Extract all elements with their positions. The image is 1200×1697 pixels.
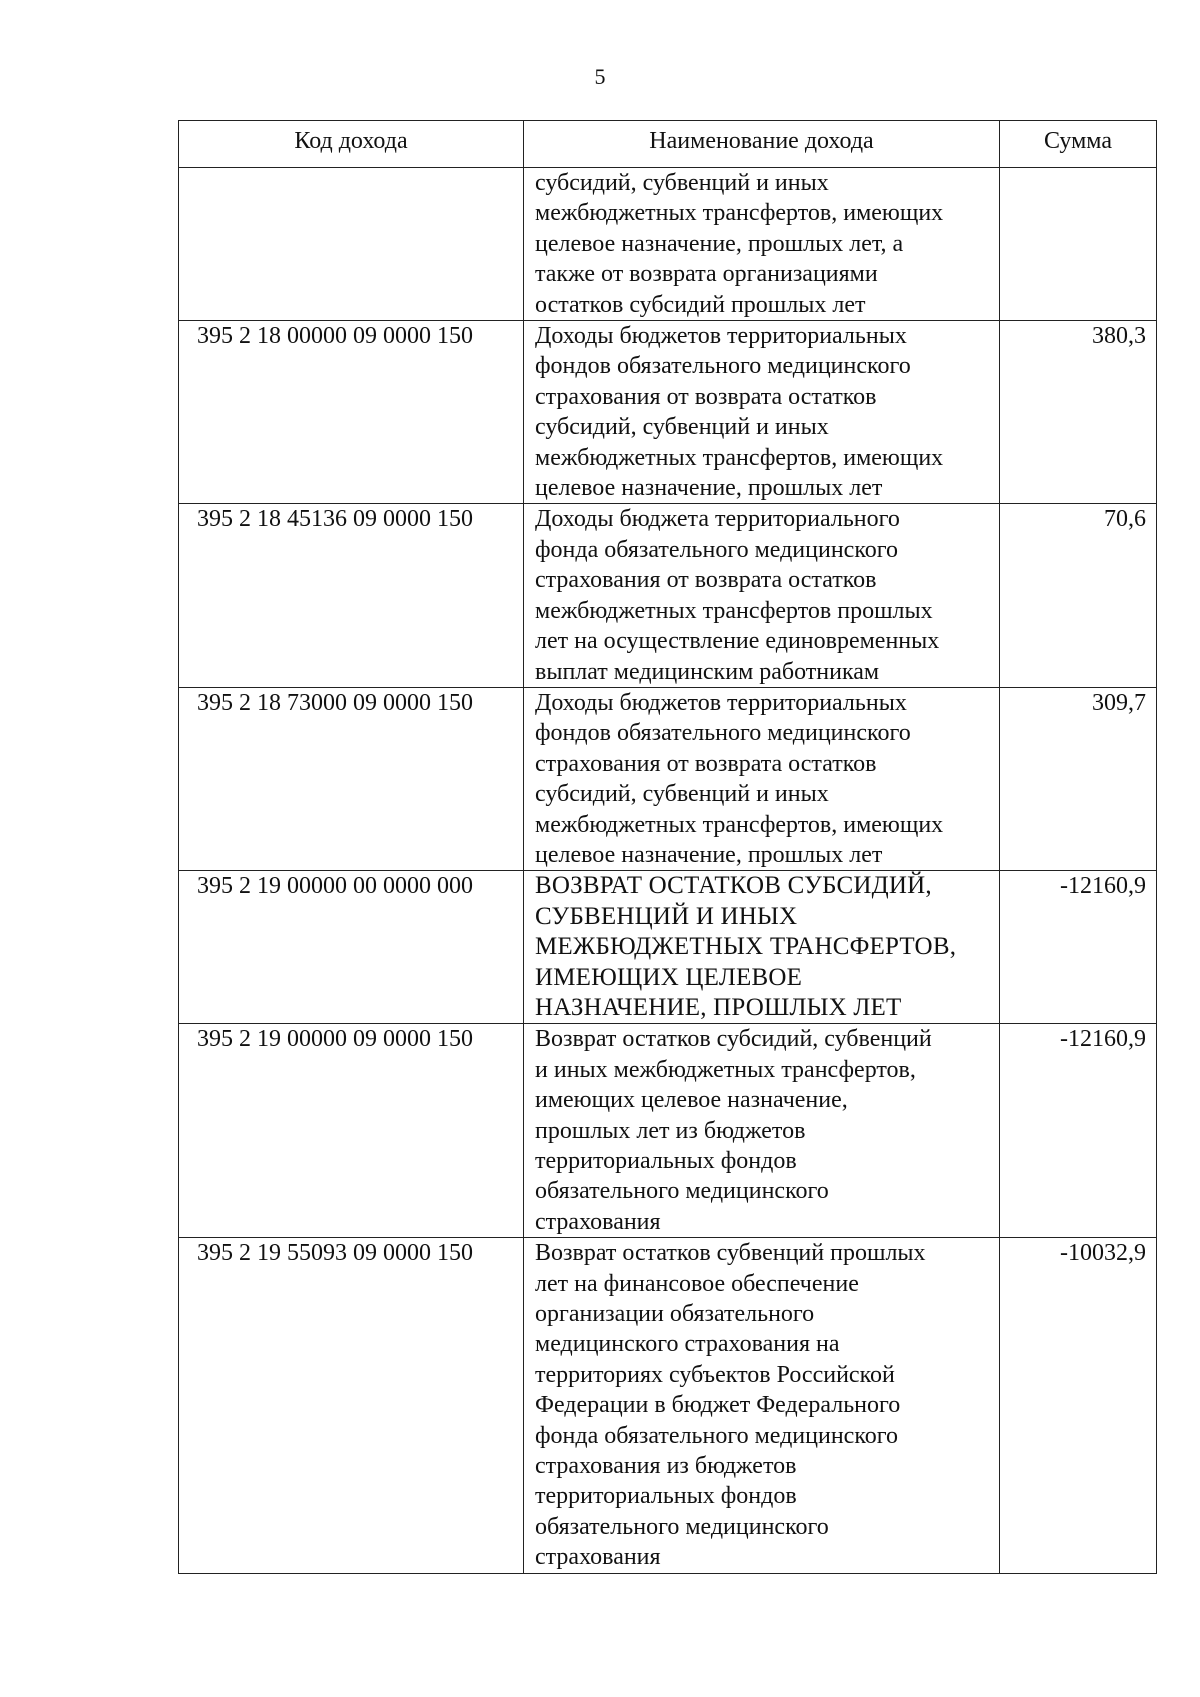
income-name-line: субсидий, субвенций и иных <box>535 414 829 441</box>
income-name-line: страхования из бюджетов <box>535 1453 797 1480</box>
table-header-row <box>179 121 1157 168</box>
income-name-line: фондов обязательного медицинского <box>535 353 911 380</box>
income-name-line: фонда обязательного медицинского <box>535 1422 899 1449</box>
income-name-line: медицинского страхования на <box>535 1331 840 1358</box>
income-name-line: также от возврата организациями <box>535 261 878 288</box>
income-name-line: страхования от возврата остатков <box>535 383 877 410</box>
income-name-line: лет на финансовое обеспечение <box>535 1270 859 1297</box>
income-sum-cell: 380,3 <box>1000 321 1157 504</box>
income-code-cell: 395 2 19 00000 00 0000 000 <box>179 871 524 1024</box>
income-name-line: организации обязательного <box>535 1301 815 1328</box>
income-table <box>178 120 1157 1574</box>
table-row <box>179 504 1157 687</box>
income-name-line: межбюджетных трансфертов, имеющих <box>535 811 944 838</box>
income-name-line: ВОЗВРАТ ОСТАТКОВ СУБСИДИЙ, <box>535 872 932 900</box>
income-name-cell <box>524 871 1000 1024</box>
income-name-line: субсидий, субвенций и иных <box>535 781 829 808</box>
income-name-line: страхования от возврата остатков <box>535 750 877 777</box>
header-income-sum: Сумма <box>1000 121 1157 168</box>
income-name-line: Доходы бюджетов территориальных <box>535 323 907 350</box>
income-name-line: целевое назначение, прошлых лет, а <box>535 230 904 257</box>
table-row <box>179 1238 1157 1573</box>
income-name-line: страхования от возврата остатков <box>535 567 877 594</box>
income-name-cell <box>524 687 1000 870</box>
income-name-line: остатков субсидий прошлых лет <box>535 291 866 318</box>
income-name-line: межбюджетных трансфертов, имеющих <box>535 200 944 227</box>
table-body <box>179 168 1157 1574</box>
income-sum-cell: 70,6 <box>1000 504 1157 687</box>
income-name-line: территориальных фондов <box>535 1483 797 1510</box>
income-name-line: Доходы бюджетов территориальных <box>535 689 907 716</box>
income-name-line: обязательного медицинского <box>535 1178 829 1205</box>
income-sum-cell: -10032,9 <box>1000 1238 1157 1573</box>
income-code-cell: 395 2 18 00000 09 0000 150 <box>179 321 524 504</box>
income-name-cell <box>524 321 1000 504</box>
income-name-cell <box>524 1024 1000 1238</box>
income-code-cell <box>179 168 524 321</box>
income-name-line: территориальных фондов <box>535 1148 797 1174</box>
table-row <box>179 871 1157 1024</box>
income-name-line: прошлых лет из бюджетов <box>535 1117 806 1144</box>
income-name-line: Федерации в бюджет Федерального <box>535 1392 901 1419</box>
table-row <box>179 1024 1157 1238</box>
income-name-line: МЕЖБЮДЖЕТНЫХ ТРАНСФЕРТОВ, <box>535 933 957 961</box>
income-name-line: субсидий, субвенций и иных <box>535 170 829 196</box>
income-name-cell <box>524 1238 1000 1573</box>
income-code-cell: 395 2 18 73000 09 0000 150 <box>179 687 524 870</box>
income-name-line: Возврат остатков субсидий, субвенций <box>535 1026 932 1053</box>
income-sum-cell: -12160,9 <box>1000 1024 1157 1238</box>
income-name-line: НАЗНАЧЕНИЕ, ПРОШЛЫХ ЛЕТ <box>535 993 902 1021</box>
income-name-line: страхования <box>535 1208 661 1235</box>
table-row <box>179 687 1157 870</box>
income-name-line: страхования <box>535 1544 661 1571</box>
income-name-line: межбюджетных трансфертов, имеющих <box>535 444 944 471</box>
income-name-cell <box>524 504 1000 687</box>
income-name-line: целевое назначение, прошлых лет <box>535 475 883 502</box>
page-number: 5 <box>594 64 606 89</box>
income-code-cell: 395 2 18 45136 09 0000 150 <box>179 504 524 687</box>
header-income-code: Код дохода <box>179 121 524 168</box>
income-name-line: выплат медицинским работникам <box>535 658 880 685</box>
income-name-line: Возврат остатков субвенций прошлых <box>535 1240 926 1267</box>
table-row <box>179 321 1157 504</box>
income-name-line: фонда обязательного медицинского <box>535 536 899 563</box>
income-name-line: обязательного медицинского <box>535 1513 829 1540</box>
income-name-line: Доходы бюджета территориального <box>535 506 900 533</box>
income-name-line: ИМЕЮЩИХ ЦЕЛЕВОЕ <box>535 963 803 991</box>
income-code-cell: 395 2 19 55093 09 0000 150 <box>179 1238 524 1573</box>
income-name-line: фондов обязательного медицинского <box>535 720 911 747</box>
income-name-line: целевое назначение, прошлых лет <box>535 841 883 868</box>
income-name-line: территориях субъектов Российской <box>535 1361 895 1388</box>
income-name-line: межбюджетных трансфертов прошлых <box>535 597 933 624</box>
income-name-line: имеющих целевое назначение, <box>535 1087 848 1114</box>
income-name-line: и иных межбюджетных трансфертов, <box>535 1056 916 1083</box>
income-name-cell <box>524 168 1000 321</box>
income-sum-cell: 309,7 <box>1000 687 1157 870</box>
income-code-cell: 395 2 19 00000 09 0000 150 <box>179 1024 524 1238</box>
income-sum-cell <box>1000 168 1157 321</box>
header-income-name: Наименование дохода <box>524 121 1000 168</box>
income-name-line: лет на осуществление единовременных <box>535 628 940 655</box>
income-sum-cell: -12160,9 <box>1000 871 1157 1024</box>
table-row <box>179 168 1157 321</box>
income-name-line: СУБВЕНЦИЙ И ИНЫХ <box>535 902 798 930</box>
